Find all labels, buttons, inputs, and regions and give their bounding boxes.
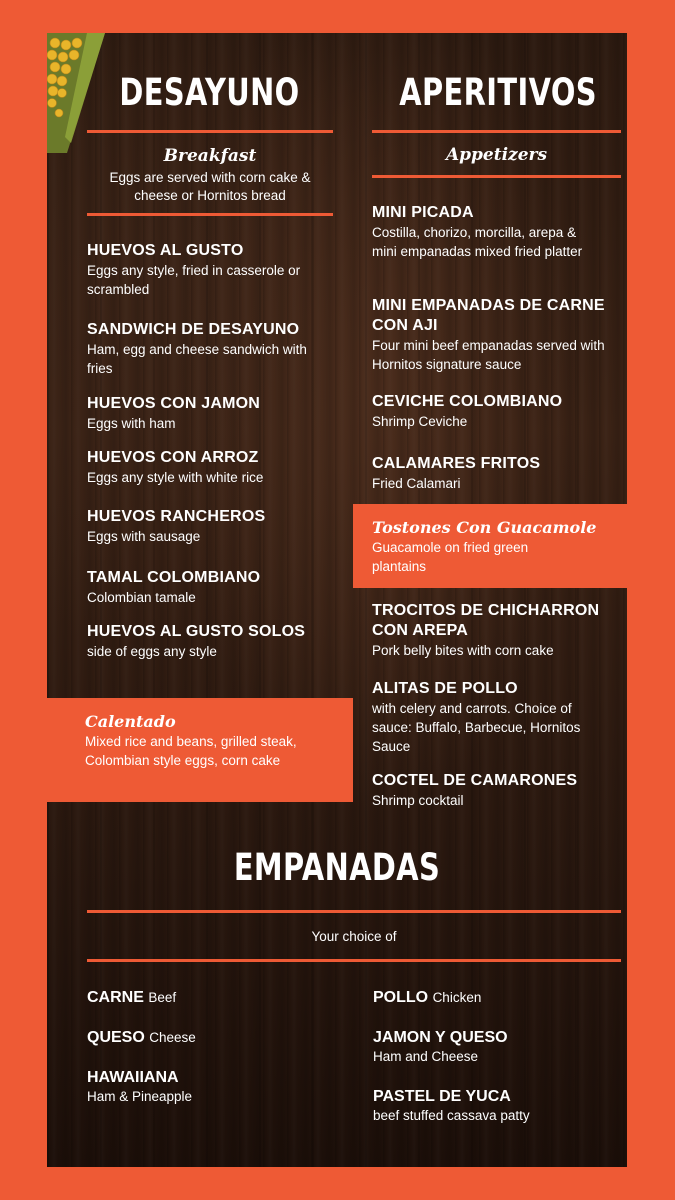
item-name: JAMON Y QUESO	[373, 1029, 508, 1046]
divider	[87, 910, 621, 913]
empanada-item	[373, 989, 623, 1007]
section-title-aperitivos: APERITIVOS	[399, 71, 597, 114]
menu-item	[372, 601, 622, 660]
empanada-item	[373, 1029, 623, 1066]
menu-item	[372, 296, 612, 374]
section-title-desayuno: DESAYUNO	[119, 71, 300, 114]
menu-item	[87, 507, 337, 546]
item-description: Colombian tamale	[87, 590, 196, 605]
divider	[87, 213, 333, 216]
item-description: side of eggs any style	[87, 644, 217, 659]
menu-item	[87, 568, 337, 607]
item-description: Shrimp cocktail	[372, 793, 464, 808]
item-description: Shrimp Ceviche	[372, 414, 468, 429]
divider	[372, 130, 621, 133]
item-name: CARNE	[87, 989, 144, 1006]
item-name: MINI PICADA	[372, 204, 474, 221]
item-name: MINI EMPANADAS DE CARNE CON AJI	[372, 297, 605, 334]
section-title-empanadas: EMPANADAS	[233, 846, 441, 889]
item-description: Eggs any style with white rice	[87, 470, 264, 485]
menu-item	[372, 392, 612, 431]
item-name: HUEVOS AL GUSTO SOLOS	[87, 623, 306, 640]
section-subtitle-breakfast: Breakfast	[163, 146, 257, 166]
featured-item-description: Mixed rice and beans, grilled steak, Colombian style eggs, corn cake	[85, 734, 297, 768]
menu-board	[47, 33, 627, 1167]
item-name: POLLO	[373, 989, 429, 1006]
item-translation: Beef	[148, 990, 177, 1005]
item-name: HUEVOS AL GUSTO	[87, 242, 244, 259]
divider	[87, 130, 333, 133]
menu-item	[87, 622, 337, 661]
menu-item	[87, 394, 337, 433]
menu-item	[372, 203, 602, 261]
featured-item-description: Guacamole on fried green plantains	[372, 540, 529, 574]
item-translation: Cheese	[149, 1030, 196, 1045]
item-name: ALITAS DE POLLO	[372, 680, 518, 697]
item-description: Pork belly bites with corn cake	[372, 643, 554, 658]
item-name: HUEVOS CON JAMON	[87, 395, 260, 412]
menu-item	[372, 771, 622, 810]
item-description: Eggs with sausage	[87, 529, 201, 544]
featured-item-name: Calentado	[85, 712, 176, 731]
item-description: Costilla, chorizo, morcilla, arepa & mini empanadas mixed fried platter	[372, 225, 583, 259]
empanada-item	[87, 989, 337, 1007]
item-description: Ham & Pineapple	[87, 1089, 193, 1104]
featured-item-tostones	[353, 504, 627, 588]
item-name: CALAMARES FRITOS	[372, 455, 541, 472]
divider	[87, 959, 621, 962]
corn-cob-icon	[47, 33, 105, 153]
item-description: Fried Calamari	[372, 476, 461, 491]
item-description: Ham and Cheese	[373, 1049, 479, 1064]
empanada-item	[87, 1029, 337, 1047]
divider	[372, 175, 621, 178]
featured-item-name: Tostones Con Guacamole	[372, 518, 597, 537]
item-description: Eggs any style, fried in casserole or scrambled	[87, 263, 301, 297]
item-name: QUESO	[87, 1029, 145, 1046]
item-name: PASTEL DE YUCA	[373, 1088, 511, 1105]
menu-item	[87, 448, 337, 487]
item-name: TROCITOS DE CHICHARRON CON AREPA	[372, 602, 600, 639]
breakfast-note: Eggs are served with corn cake & cheese or Hornitos bread	[109, 170, 311, 203]
item-name: HUEVOS CON ARROZ	[87, 449, 259, 466]
item-description: Four mini beef empanadas served with Hornitos signature sauce	[372, 338, 605, 372]
menu-item	[87, 320, 327, 378]
menu-item	[372, 454, 612, 493]
menu-item	[87, 241, 335, 299]
menu-item	[372, 679, 612, 756]
featured-item-calentado	[47, 698, 353, 802]
item-description: Ham, egg and cheese sandwich with fries	[87, 342, 307, 376]
item-name: HUEVOS RANCHEROS	[87, 508, 266, 525]
item-name: TAMAL COLOMBIANO	[87, 569, 261, 586]
item-translation: Chicken	[432, 990, 482, 1005]
item-name: CEVICHE COLOMBIANO	[372, 393, 563, 410]
item-name: HAWAIIANA	[87, 1069, 179, 1086]
empanadas-note: Your choice of	[311, 929, 397, 944]
item-name: COCTEL DE CAMARONES	[372, 772, 578, 789]
item-description: beef stuffed cassava patty	[373, 1108, 530, 1123]
empanada-item	[87, 1069, 337, 1106]
item-name: SANDWICH DE DESAYUNO	[87, 321, 300, 338]
section-subtitle-appetizers: Appetizers	[445, 145, 548, 165]
empanada-item	[373, 1088, 623, 1125]
item-description: with celery and carrots. Choice of sauce: Buffalo, Barbecue, Hornitos Sauce	[372, 701, 581, 754]
item-description: Eggs with ham	[87, 416, 176, 431]
